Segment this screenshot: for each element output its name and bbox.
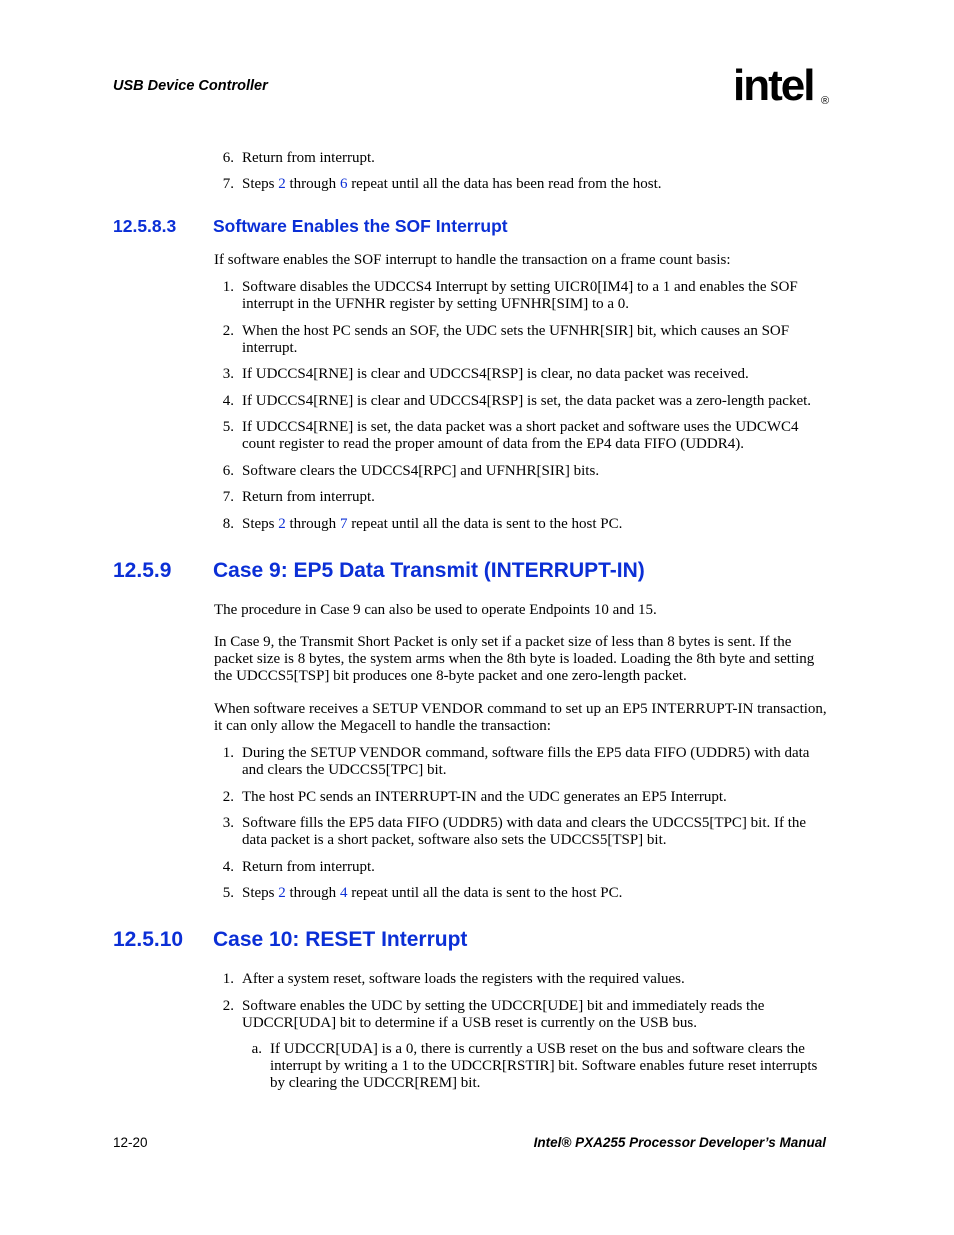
sof-intro: If software enables the SOF interrupt to handle the transaction on a frame count basis: xyxy=(214,252,731,268)
list-item: 5. Steps 2 through 4 repeat until all the data is sent to the host PC. xyxy=(222,885,623,901)
list-item: 1. After a system reset, software loads the registers with the required values. xyxy=(222,971,685,987)
svg-text:intel: intel xyxy=(733,61,814,110)
list-item: 8. Steps 2 through 7 repeat until all the data is sent to the host PC. xyxy=(222,516,623,532)
list-item: 4. Return from interrupt. xyxy=(222,859,375,875)
sub-list-item: a. If UDCCR[UDA] is a 0, there is currently a USB reset on the bus and software clears the interrupt by writing a 1 to the UDCCR[RSTIR] bit. Software enables future reset interrupts by clearing the UDCCR[REM] bit. xyxy=(251,1041,818,1091)
running-header: USB Device Controller xyxy=(113,78,268,94)
list-item: 2. The host PC sends an INTERRUPT-IN and the UDC generates an EP5 Interrupt. xyxy=(222,789,727,805)
list-item: 1. During the SETUP VENDOR command, software fills the EP5 data FIFO (UDDR5) with data and clears the UDCCS5[TPC] bit. xyxy=(222,745,810,778)
intel-logo xyxy=(733,58,833,118)
list-item: 3. Software fills the EP5 data FIFO (UDDR5) with data and clears the UDCCS5[TPC] bit. If the data packet is a short packet, software also sets the UDCCS5[TSP] bit. xyxy=(222,815,807,848)
case9-paragraph: When software receives a SETUP VENDOR command to set up an EP5 INTERRUPT-IN transaction, it can only allow the Megacell to handle the transaction: xyxy=(214,701,827,734)
step-link[interactable]: 4 xyxy=(339,885,348,901)
svg-text:®: ® xyxy=(821,95,830,107)
step-link[interactable]: 2 xyxy=(278,176,286,192)
case9-paragraph: The procedure in Case 9 can also be used to operate Endpoints 10 and 15. xyxy=(214,602,657,618)
case9-paragraph: In Case 9, the Transmit Short Packet is only set if a packet size of less than 8 bytes is sent. If the packet size is 8 bytes, the system arms when the 8th byte is loaded. Loading the 8th byte and setting the UDCCS5[TSP] bit produces one 8-byte packet and one zero-length packet. xyxy=(214,634,815,684)
step-link[interactable]: 7 xyxy=(339,516,348,532)
list-item: 3. If UDCCS4[RNE] is clear and UDCCS4[RSP] is clear, no data packet was received. xyxy=(222,366,749,382)
list-item: 2. When the host PC sends an SOF, the UDC sets the UFNHR[SIR] bit, which causes an SOF interrupt. xyxy=(222,323,790,356)
step-link[interactable]: 2 xyxy=(278,885,286,901)
manual-title: Intel® PXA255 Processor Developer’s Manual xyxy=(533,1135,826,1150)
list-item: 5. If UDCCS4[RNE] is set, the data packet was a short packet and software uses the UDCWC4 count register to read the proper amount of data from the EP4 data FIFO (UDDR4). xyxy=(222,419,799,452)
list-item: 7. Steps 2 through 6 repeat until all the data has been read from the host. xyxy=(222,176,662,192)
step-link[interactable]: 2 xyxy=(278,516,286,532)
step-link[interactable]: 6 xyxy=(339,176,348,192)
page-number: 12-20 xyxy=(113,1135,148,1150)
list-item: 6. Return from interrupt. xyxy=(222,150,375,166)
list-item: 6. Software clears the UDCCS4[RPC] and UFNHR[SIR] bits. xyxy=(222,463,600,479)
list-item: 7. Return from interrupt. xyxy=(222,489,375,505)
list-item: 1. Software disables the UDCCS4 Interrupt by setting UICR0[IM4] to a 1 and enables the SOF interrupt in the UFNHR register by setting UFNHR[SIM] to a 0. xyxy=(222,279,798,312)
list-item: 4. If UDCCS4[RNE] is clear and UDCCS4[RSP] is set, the data packet was a zero-length packet. xyxy=(222,393,812,409)
list-item: 2. Software enables the UDC by setting the UDCCR[UDE] bit and immediately reads the UDCCR[UDA] bit to determine if a USB reset is currently on the USB bus. xyxy=(222,998,765,1031)
